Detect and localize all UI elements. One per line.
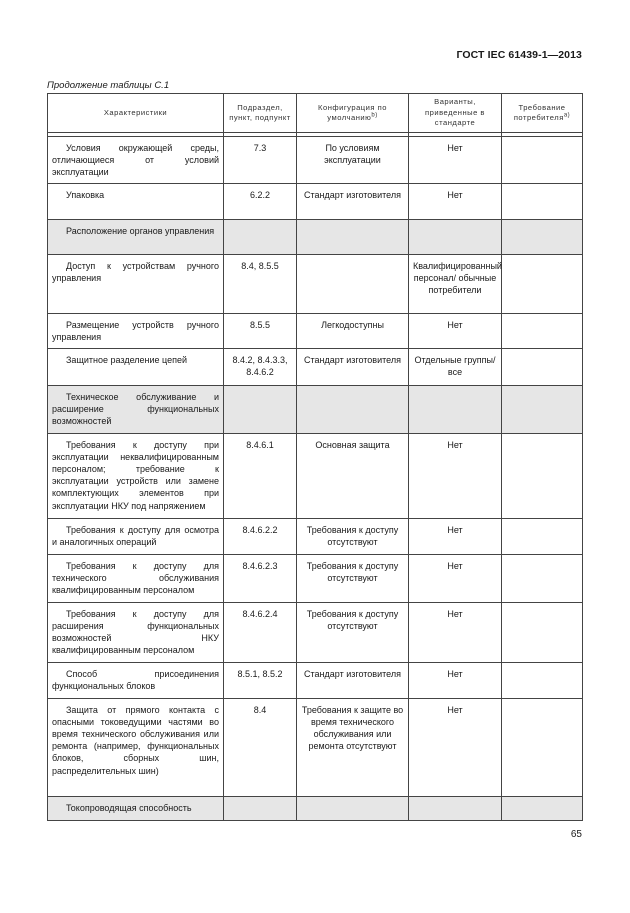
header-user-requirement: Требование потребителя$^{a)}$: [502, 94, 583, 133]
table-row: [48, 254, 583, 313]
cell-user-requirement: [502, 313, 583, 348]
table-row: [48, 183, 583, 219]
cell-characteristic: Требования к доступу при эксплуатации неквалифицированным персоналом; требование к эксплуатации устройств или замене комплектующих элементов при эксплуатации НКУ под напряжением: [48, 433, 224, 518]
cell-user-requirement: [502, 137, 583, 184]
table-row: [48, 698, 583, 796]
cell-default: Стандарт изготовителя: [297, 348, 409, 385]
cell-options: Нет: [409, 183, 502, 219]
cell-characteristic: Упаковка: [48, 183, 224, 219]
cell-options: Нет: [409, 137, 502, 184]
cell-default: Стандарт изготовителя: [297, 662, 409, 698]
cell-clause: 8.4.2, 8.4.3.3, 8.4.6.2: [224, 348, 297, 385]
cell-clause: 8.4.6.2.2: [224, 518, 297, 554]
cell-default: [297, 254, 409, 313]
table-caption: Продолжение таблицы С.1: [47, 80, 170, 91]
standard-header: ГОСТ IEC 61439-1—2013: [456, 49, 582, 61]
cell-user-requirement: [502, 796, 583, 820]
cell-clause: 8.4.6.1: [224, 433, 297, 518]
cell-default: Требования к защите во время технического обслуживания или ремонта отсутствуют: [297, 698, 409, 796]
cell-clause: 6.2.2: [224, 183, 297, 219]
cell-user-requirement: [502, 433, 583, 518]
cell-clause: 8.4, 8.5.5: [224, 254, 297, 313]
requirements-table: [47, 93, 583, 821]
cell-options: [409, 219, 502, 254]
header-options: Варианты, приведенные в стандарте: [409, 94, 502, 133]
header-default-footnote: b): [371, 112, 378, 119]
cell-clause: 8.4.6.2.3: [224, 554, 297, 602]
table-row: [48, 433, 583, 518]
cell-characteristic: Токопроводящая способность: [48, 796, 224, 820]
cell-default: Легкодоступны: [297, 313, 409, 348]
page-number: 65: [570, 829, 582, 840]
cell-default: [297, 385, 409, 433]
cell-options: Нет: [409, 698, 502, 796]
cell-options: [409, 796, 502, 820]
cell-user-requirement: [502, 348, 583, 385]
cell-user-requirement: [502, 518, 583, 554]
table-group-row: [48, 219, 583, 254]
table-group-row: [48, 796, 583, 820]
cell-characteristic: Требования к доступу для расширения функциональных возможностей НКУ квалифицированным персоналом: [48, 602, 224, 662]
cell-default: Требования к доступу отсутствуют: [297, 554, 409, 602]
cell-clause: [224, 219, 297, 254]
header-user-footnote: a): [563, 112, 571, 119]
table-row: [48, 137, 583, 184]
table-row: [48, 348, 583, 385]
cell-default: По условиям эксплуатации: [297, 137, 409, 184]
cell-clause: [224, 385, 297, 433]
cell-user-requirement: [502, 602, 583, 662]
cell-clause: 7.3: [224, 137, 297, 184]
cell-clause: 8.4.6.2.4: [224, 602, 297, 662]
cell-options: [409, 385, 502, 433]
cell-clause: 8.5.1, 8.5.2: [224, 662, 297, 698]
cell-clause: 8.4: [224, 698, 297, 796]
table-row: [48, 518, 583, 554]
cell-options: Нет: [409, 313, 502, 348]
cell-characteristic: Защита от прямого контакта с опасными токоведущими частями во время технического обслуживания или ремонта (например, функциональных блоков, сборных шин, распределительных шин): [48, 698, 224, 796]
cell-default: [297, 796, 409, 820]
cell-user-requirement: [502, 219, 583, 254]
table-row: [48, 662, 583, 698]
cell-user-requirement: [502, 183, 583, 219]
cell-characteristic: Условия окружающей среды, отличающиеся от условий эксплуатации: [48, 137, 224, 184]
cell-clause: 8.5.5: [224, 313, 297, 348]
cell-characteristic: Расположение органов управления: [48, 219, 224, 254]
cell-options: Квалифицированный персонал/ обычные потребители: [409, 254, 502, 313]
cell-clause: [224, 796, 297, 820]
table-header-row: [48, 94, 583, 133]
cell-user-requirement: [502, 385, 583, 433]
cell-user-requirement: [502, 554, 583, 602]
cell-user-requirement: [502, 662, 583, 698]
table-row: [48, 602, 583, 662]
header-default-config: Конфигурация по умолчанию$^{b)}$: [297, 94, 409, 133]
cell-characteristic: Требования к доступу для осмотра и аналогичных операций: [48, 518, 224, 554]
header-clause: Подраздел, пункт, подпункт: [224, 94, 297, 133]
cell-options: Нет: [409, 554, 502, 602]
cell-default: [297, 219, 409, 254]
table-group-row: [48, 385, 583, 433]
cell-characteristic: Размещение устройств ручного управления: [48, 313, 224, 348]
cell-characteristic: Защитное разделение цепей: [48, 348, 224, 385]
cell-user-requirement: [502, 698, 583, 796]
cell-options: Нет: [409, 433, 502, 518]
cell-characteristic: Способ присоединения функциональных блоков: [48, 662, 224, 698]
cell-options: Нет: [409, 518, 502, 554]
cell-options: Нет: [409, 602, 502, 662]
cell-user-requirement: [502, 254, 583, 313]
header-characteristics: Характеристики: [48, 94, 224, 133]
cell-characteristic: Техническое обслуживание и расширение функциональных возможностей: [48, 385, 224, 433]
table-row: [48, 554, 583, 602]
cell-characteristic: Требования к доступу для технического обслуживания квалифицированным персоналом: [48, 554, 224, 602]
table-row: [48, 313, 583, 348]
cell-default: Требования к доступу отсутствуют: [297, 518, 409, 554]
cell-characteristic: Доступ к устройствам ручного управления: [48, 254, 224, 313]
cell-options: Отдельные группы/все: [409, 348, 502, 385]
cell-default: Требования к доступу отсутствуют: [297, 602, 409, 662]
cell-options: Нет: [409, 662, 502, 698]
cell-default: Основная защита: [297, 433, 409, 518]
cell-default: Стандарт изготовителя: [297, 183, 409, 219]
